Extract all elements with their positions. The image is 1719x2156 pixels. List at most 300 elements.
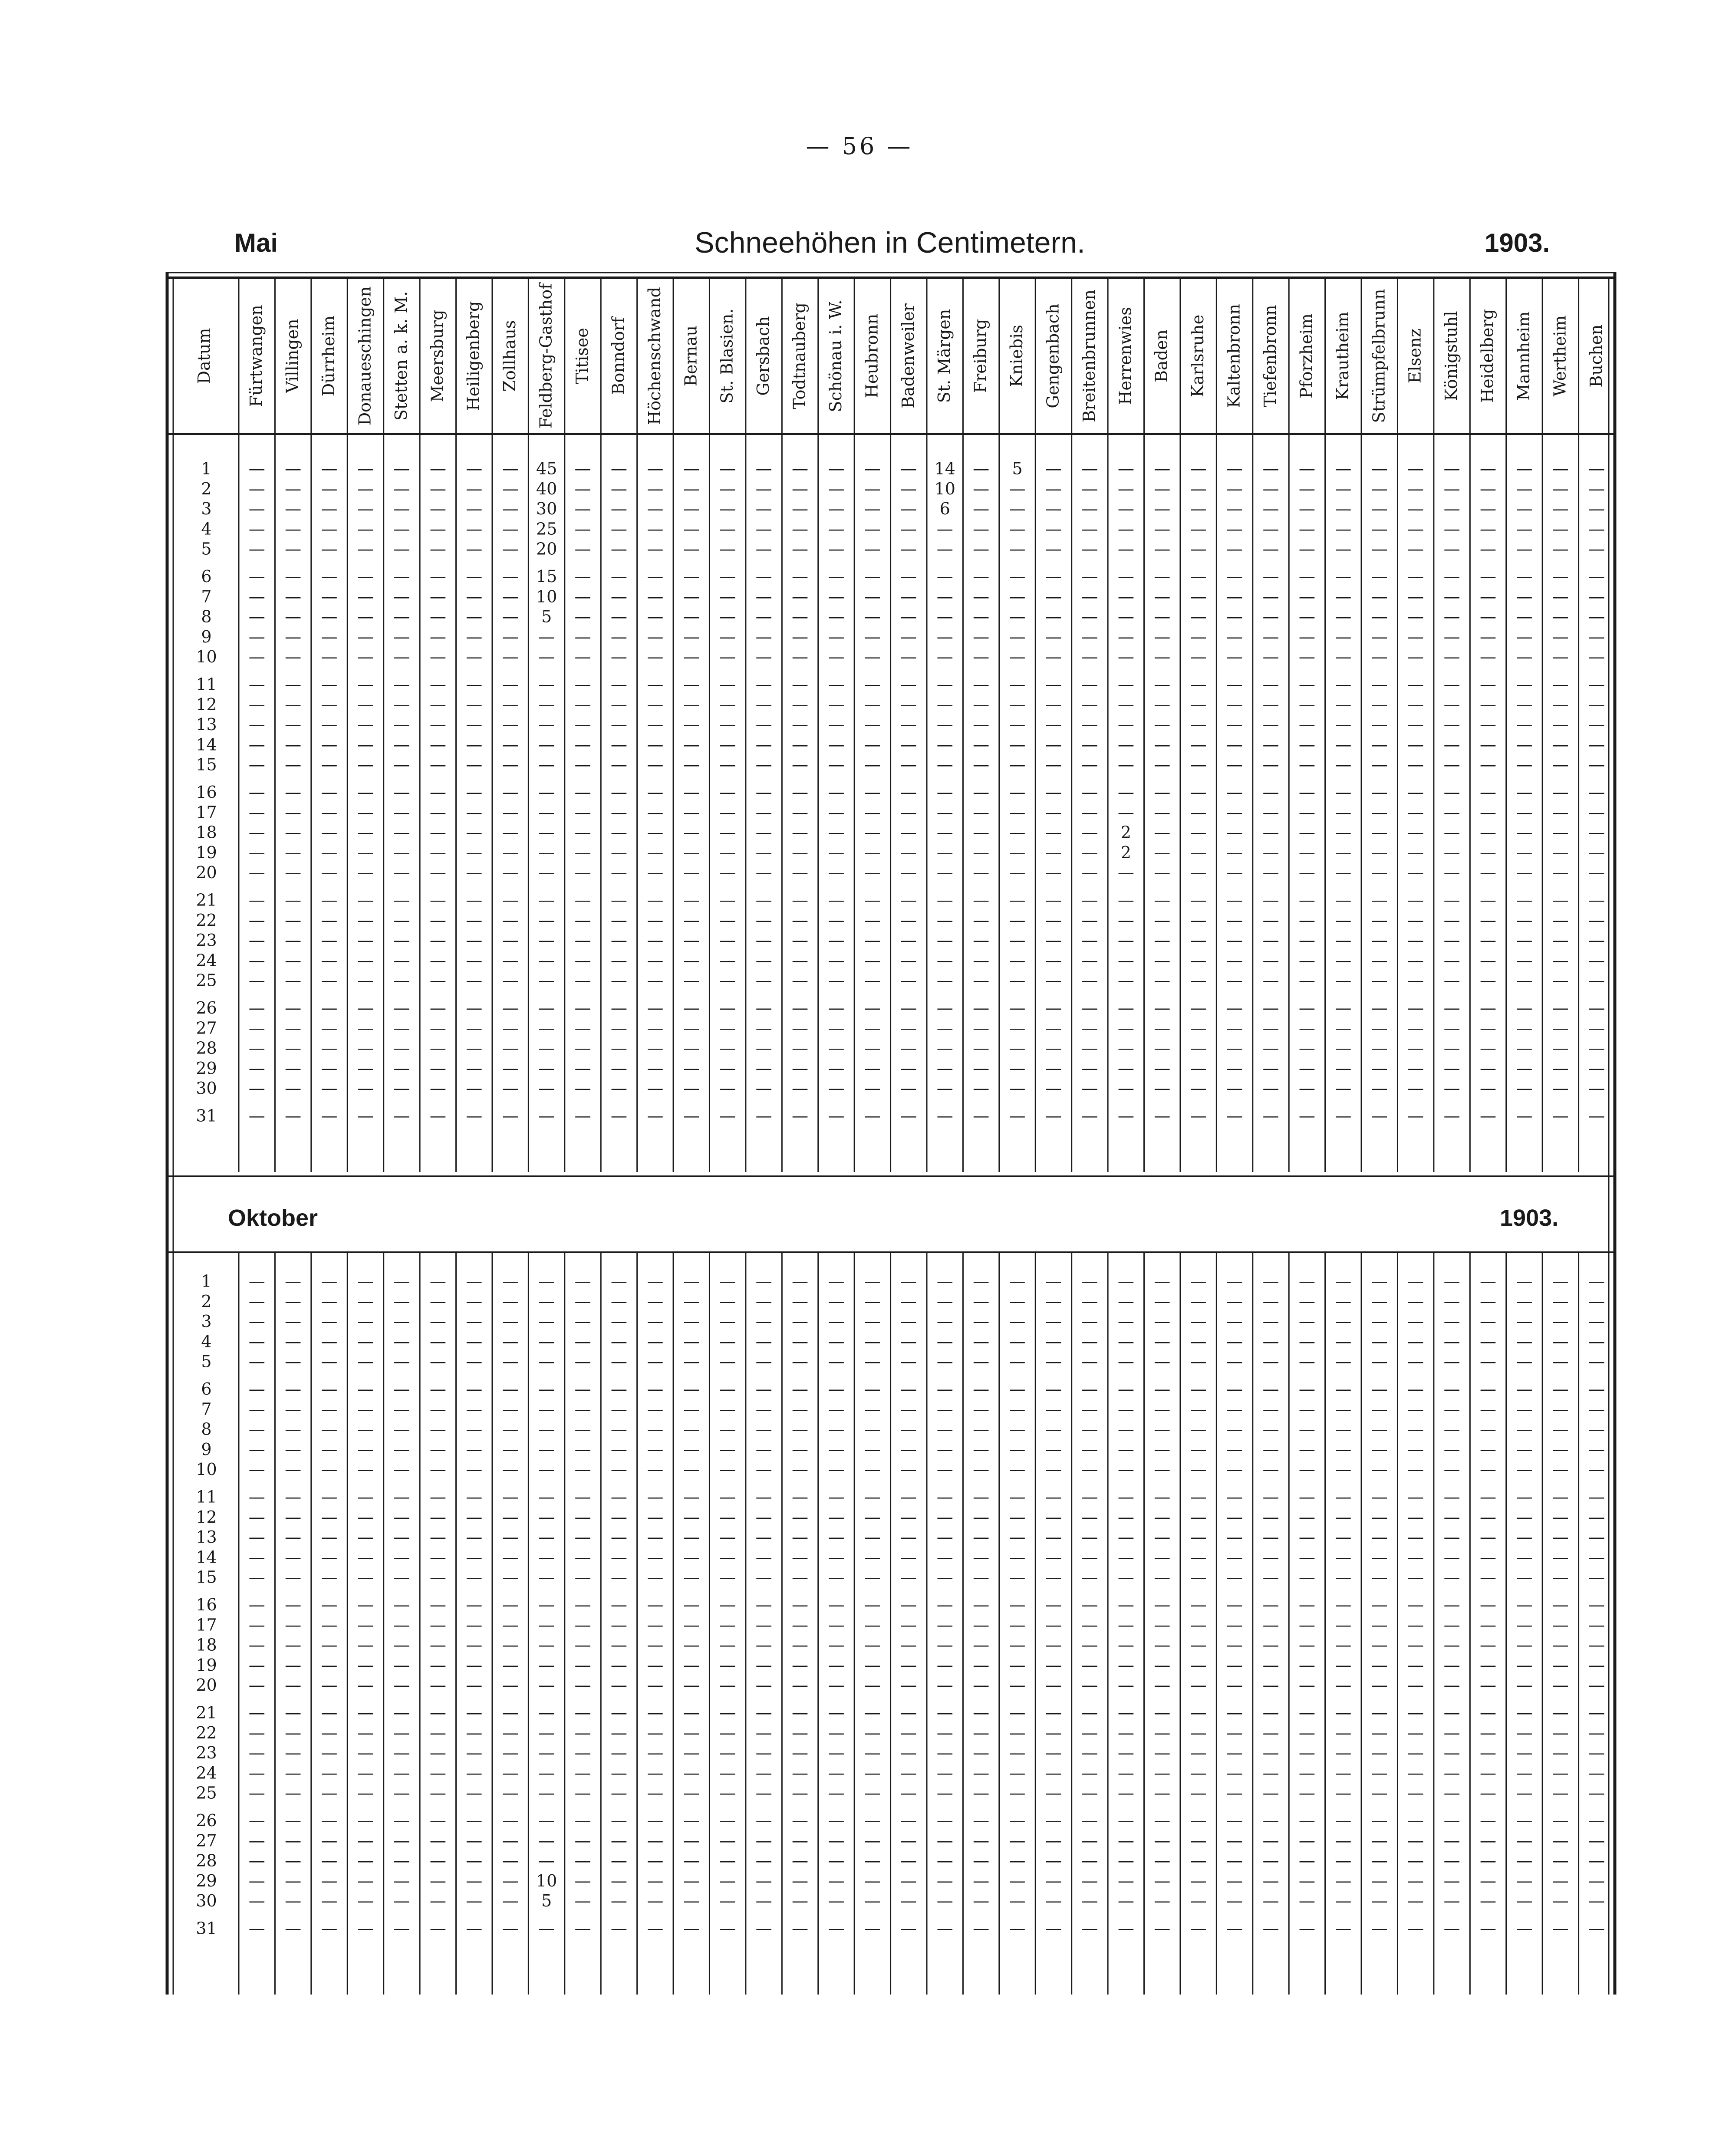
may-empty-mark: — (1588, 459, 1605, 478)
october-empty-mark: — (1226, 1379, 1243, 1399)
october-empty-mark: — (1298, 1763, 1315, 1783)
may-empty-mark: — (1371, 627, 1388, 646)
october-empty-mark: — (357, 1487, 374, 1507)
may-empty-mark: — (321, 890, 338, 910)
october-empty-mark: — (973, 1399, 990, 1419)
may-empty-mark: — (647, 1106, 664, 1126)
october-empty-mark: — (1154, 1487, 1171, 1507)
october-empty-mark: — (755, 1419, 772, 1439)
may-empty-mark: — (973, 715, 990, 734)
may-empty-mark: — (1480, 627, 1497, 646)
may-empty-mark: — (647, 539, 664, 559)
october-empty-mark: — (574, 1567, 591, 1587)
may-empty-mark: — (1117, 863, 1134, 882)
may-empty-mark: — (1190, 567, 1207, 586)
may-day-label: 8 (201, 607, 212, 626)
october-empty-mark: — (502, 1831, 519, 1850)
october-empty-mark: — (1298, 1379, 1315, 1399)
may-empty-mark: — (574, 519, 591, 539)
october-empty-mark: — (1516, 1352, 1533, 1371)
october-empty-mark: — (1262, 1743, 1279, 1763)
october-empty-mark: — (1262, 1919, 1279, 1938)
october-empty-mark: — (1262, 1332, 1279, 1351)
october-empty-mark: — (1226, 1675, 1243, 1695)
may-empty-mark: — (610, 783, 627, 802)
october-empty-mark: — (1407, 1567, 1424, 1587)
october-empty-mark: — (1262, 1595, 1279, 1614)
station-header: Titisee (573, 328, 592, 384)
may-day-label: 6 (201, 567, 212, 586)
october-empty-mark: — (1443, 1312, 1460, 1331)
may-empty-mark: — (1516, 587, 1533, 606)
may-empty-mark: — (1154, 1058, 1171, 1078)
october-empty-mark: — (1154, 1460, 1171, 1479)
october-empty-mark: — (357, 1460, 374, 1479)
may-empty-mark: — (1480, 931, 1497, 950)
may-empty-mark: — (1335, 607, 1352, 626)
october-empty-mark: — (357, 1547, 374, 1567)
october-empty-mark: — (285, 1891, 302, 1911)
may-empty-mark: — (321, 951, 338, 970)
may-empty-mark: — (502, 715, 519, 734)
may-empty-mark: — (574, 567, 591, 586)
october-empty-mark: — (1081, 1352, 1098, 1371)
october-empty-mark: — (973, 1615, 990, 1635)
may-empty-mark: — (429, 539, 446, 559)
october-empty-mark: — (538, 1312, 555, 1331)
october-empty-mark: — (683, 1352, 700, 1371)
october-empty-mark: — (828, 1332, 845, 1351)
may-empty-mark: — (574, 910, 591, 930)
october-empty-mark: — (900, 1703, 917, 1722)
october-empty-mark: — (1371, 1379, 1388, 1399)
may-empty-mark: — (1516, 910, 1533, 930)
may-empty-mark: — (1226, 499, 1243, 519)
october-empty-mark: — (538, 1332, 555, 1351)
may-empty-mark: — (1588, 479, 1605, 498)
may-empty-mark: — (973, 803, 990, 822)
may-empty-mark: — (828, 735, 845, 754)
may-empty-mark: — (429, 890, 446, 910)
october-empty-mark: — (1480, 1919, 1497, 1938)
october-empty-mark: — (973, 1271, 990, 1291)
may-empty-mark: — (1588, 519, 1605, 539)
october-empty-mark: — (792, 1891, 809, 1911)
may-empty-mark: — (1588, 675, 1605, 694)
october-empty-mark: — (1516, 1723, 1533, 1742)
may-empty-mark: — (755, 910, 772, 930)
may-empty-mark: — (647, 863, 664, 882)
october-empty-mark: — (574, 1547, 591, 1567)
october-empty-mark: — (1552, 1527, 1569, 1547)
october-empty-mark: — (1443, 1399, 1460, 1419)
may-empty-mark: — (248, 459, 265, 478)
may-empty-mark: — (1335, 890, 1352, 910)
may-snow-value: 6 (939, 499, 950, 519)
october-empty-mark: — (1588, 1271, 1605, 1291)
october-empty-mark: — (864, 1507, 881, 1527)
october-empty-mark: — (828, 1783, 845, 1803)
october-empty-mark: — (755, 1655, 772, 1675)
may-empty-mark: — (1371, 1038, 1388, 1058)
october-empty-mark: — (1117, 1831, 1134, 1850)
october-empty-mark: — (1371, 1919, 1388, 1938)
may-empty-mark: — (1480, 1058, 1497, 1078)
october-empty-mark: — (1045, 1507, 1062, 1527)
station-header: Freiburg (971, 319, 990, 393)
october-empty-mark: — (1081, 1615, 1098, 1635)
october-empty-mark: — (1009, 1399, 1026, 1419)
october-empty-mark: — (719, 1291, 736, 1311)
october-empty-mark: — (683, 1439, 700, 1459)
may-empty-mark: — (574, 539, 591, 559)
october-empty-mark: — (574, 1312, 591, 1331)
may-empty-mark: — (466, 843, 483, 862)
may-empty-mark: — (1117, 519, 1134, 539)
may-empty-mark: — (1335, 1058, 1352, 1078)
may-empty-mark: — (1407, 1106, 1424, 1126)
october-empty-mark: — (1226, 1507, 1243, 1527)
october-empty-mark: — (1045, 1487, 1062, 1507)
october-empty-mark: — (1226, 1460, 1243, 1479)
may-empty-mark: — (538, 910, 555, 930)
may-empty-mark: — (429, 715, 446, 734)
may-empty-mark: — (538, 695, 555, 714)
october-empty-mark: — (610, 1919, 627, 1938)
may-empty-mark: — (1045, 931, 1062, 950)
may-empty-mark: — (792, 951, 809, 970)
may-empty-mark: — (1154, 1038, 1171, 1058)
october-empty-mark: — (1407, 1703, 1424, 1722)
october-empty-mark: — (973, 1891, 990, 1911)
may-empty-mark: — (1081, 695, 1098, 714)
may-empty-mark: — (1443, 519, 1460, 539)
may-empty-mark: — (755, 607, 772, 626)
may-empty-mark: — (864, 647, 881, 667)
october-empty-mark: — (1081, 1312, 1098, 1331)
october-empty-mark: — (1516, 1271, 1533, 1291)
october-empty-mark: — (1154, 1352, 1171, 1371)
october-empty-mark: — (1516, 1919, 1533, 1938)
may-empty-mark: — (683, 1079, 700, 1098)
may-empty-mark: — (973, 479, 990, 498)
october-empty-mark: — (502, 1675, 519, 1695)
may-empty-mark: — (248, 675, 265, 694)
october-empty-mark: — (321, 1635, 338, 1655)
october-empty-mark: — (828, 1871, 845, 1890)
may-empty-mark: — (1335, 519, 1352, 539)
october-empty-mark: — (1117, 1703, 1134, 1722)
may-day-label: 1 (201, 459, 212, 478)
october-empty-mark: — (538, 1419, 555, 1439)
may-empty-mark: — (466, 1058, 483, 1078)
may-empty-mark: — (248, 479, 265, 498)
october-empty-mark: — (1190, 1352, 1207, 1371)
october-empty-mark: — (792, 1831, 809, 1850)
october-empty-mark: — (719, 1655, 736, 1675)
may-empty-mark: — (792, 971, 809, 990)
may-empty-mark: — (1480, 519, 1497, 539)
may-empty-mark: — (393, 567, 410, 586)
october-empty-mark: — (1154, 1567, 1171, 1587)
may-empty-mark: — (321, 587, 338, 606)
october-empty-mark: — (429, 1811, 446, 1830)
october-empty-mark: — (610, 1723, 627, 1742)
october-empty-mark: — (1552, 1831, 1569, 1850)
may-empty-mark: — (1117, 607, 1134, 626)
may-empty-mark: — (755, 1058, 772, 1078)
may-empty-mark: — (1516, 567, 1533, 586)
may-empty-mark: — (864, 735, 881, 754)
october-empty-mark: — (502, 1291, 519, 1311)
may-empty-mark: — (357, 971, 374, 990)
may-empty-mark: — (466, 783, 483, 802)
october-empty-mark: — (828, 1547, 845, 1567)
may-empty-mark: — (466, 1018, 483, 1038)
may-empty-mark: — (1009, 675, 1026, 694)
october-day-label: 19 (196, 1655, 217, 1675)
may-empty-mark: — (683, 567, 700, 586)
may-empty-mark: — (1009, 1018, 1026, 1038)
october-empty-mark: — (1516, 1635, 1533, 1655)
may-empty-mark: — (1552, 1038, 1569, 1058)
october-empty-mark: — (1154, 1419, 1171, 1439)
may-empty-mark: — (900, 539, 917, 559)
may-empty-mark: — (828, 1058, 845, 1078)
october-empty-mark: — (719, 1312, 736, 1331)
may-empty-mark: — (357, 803, 374, 822)
october-empty-mark: — (683, 1507, 700, 1527)
october-empty-mark: — (1552, 1460, 1569, 1479)
october-empty-mark: — (1443, 1891, 1460, 1911)
may-empty-mark: — (936, 755, 953, 774)
october-empty-mark: — (828, 1271, 845, 1291)
october-empty-mark: — (1552, 1399, 1569, 1419)
october-empty-mark: — (1552, 1595, 1569, 1614)
october-empty-mark: — (864, 1291, 881, 1311)
october-empty-mark: — (321, 1312, 338, 1331)
october-empty-mark: — (1480, 1460, 1497, 1479)
may-empty-mark: — (1335, 627, 1352, 646)
october-empty-mark: — (1588, 1811, 1605, 1830)
october-empty-mark: — (719, 1615, 736, 1635)
october-empty-mark: — (1226, 1635, 1243, 1655)
may-empty-mark: — (1262, 823, 1279, 842)
may-empty-mark: — (1298, 607, 1315, 626)
may-empty-mark: — (683, 587, 700, 606)
may-empty-mark: — (1588, 1018, 1605, 1038)
may-empty-mark: — (1335, 755, 1352, 774)
may-empty-mark: — (1226, 890, 1243, 910)
october-empty-mark: — (502, 1487, 519, 1507)
october-empty-mark: — (1045, 1332, 1062, 1351)
october-empty-mark: — (1516, 1507, 1533, 1527)
october-empty-mark: — (1190, 1783, 1207, 1803)
october-empty-mark: — (357, 1527, 374, 1547)
may-empty-mark: — (792, 587, 809, 606)
may-empty-mark: — (1190, 1079, 1207, 1098)
may-empty-mark: — (683, 803, 700, 822)
may-empty-mark: — (1009, 783, 1026, 802)
may-empty-mark: — (683, 607, 700, 626)
october-empty-mark: — (610, 1419, 627, 1439)
may-empty-mark: — (1154, 539, 1171, 559)
may-empty-mark: — (1552, 735, 1569, 754)
may-empty-mark: — (574, 1018, 591, 1038)
may-empty-mark: — (1262, 843, 1279, 862)
october-empty-mark: — (647, 1460, 664, 1479)
october-empty-mark: — (248, 1567, 265, 1587)
may-empty-mark: — (719, 479, 736, 498)
may-empty-mark: — (755, 499, 772, 519)
may-empty-mark: — (1443, 1106, 1460, 1126)
may-empty-mark: — (393, 479, 410, 498)
october-empty-mark: — (502, 1399, 519, 1419)
october-empty-mark: — (755, 1567, 772, 1587)
may-empty-mark: — (1117, 783, 1134, 802)
october-empty-mark: — (1045, 1891, 1062, 1911)
october-empty-mark: — (393, 1460, 410, 1479)
may-empty-mark: — (1009, 587, 1026, 606)
october-empty-mark: — (1371, 1851, 1388, 1870)
october-empty-mark: — (538, 1527, 555, 1547)
may-empty-mark: — (502, 607, 519, 626)
october-empty-mark: — (719, 1811, 736, 1830)
may-empty-mark: — (1009, 998, 1026, 1017)
may-empty-mark: — (248, 910, 265, 930)
may-empty-mark: — (647, 627, 664, 646)
may-empty-mark: — (900, 783, 917, 802)
may-empty-mark: — (1443, 675, 1460, 694)
october-empty-mark: — (393, 1332, 410, 1351)
may-empty-mark: — (719, 519, 736, 539)
october-empty-mark: — (1588, 1439, 1605, 1459)
october-empty-mark: — (1443, 1871, 1460, 1890)
may-empty-mark: — (321, 459, 338, 478)
may-empty-mark: — (248, 1106, 265, 1126)
october-empty-mark: — (1009, 1460, 1026, 1479)
october-empty-mark: — (900, 1763, 917, 1783)
may-empty-mark: — (393, 587, 410, 606)
october-empty-mark: — (1190, 1763, 1207, 1783)
october-empty-mark: — (755, 1743, 772, 1763)
may-empty-mark: — (1443, 803, 1460, 822)
october-empty-mark: — (1588, 1655, 1605, 1675)
may-empty-mark: — (973, 627, 990, 646)
may-empty-mark: — (466, 567, 483, 586)
october-empty-mark: — (1552, 1723, 1569, 1742)
may-empty-mark: — (574, 823, 591, 842)
october-empty-mark: — (1407, 1851, 1424, 1870)
october-empty-mark: — (1045, 1655, 1062, 1675)
may-empty-mark: — (1298, 1058, 1315, 1078)
may-empty-mark: — (683, 519, 700, 539)
october-empty-mark: — (1588, 1487, 1605, 1507)
may-empty-mark: — (1154, 998, 1171, 1017)
may-empty-mark: — (1154, 1079, 1171, 1098)
october-empty-mark: — (1552, 1419, 1569, 1439)
october-empty-mark: — (466, 1723, 483, 1742)
october-empty-mark: — (792, 1919, 809, 1938)
may-empty-mark: — (285, 843, 302, 862)
may-empty-mark: — (1081, 890, 1098, 910)
may-empty-mark: — (936, 803, 953, 822)
may-empty-mark: — (1262, 499, 1279, 519)
may-empty-mark: — (1552, 890, 1569, 910)
october-empty-mark: — (647, 1379, 664, 1399)
october-empty-mark: — (502, 1567, 519, 1587)
may-empty-mark: — (936, 783, 953, 802)
may-empty-mark: — (828, 647, 845, 667)
may-empty-mark: — (683, 695, 700, 714)
may-empty-mark: — (647, 803, 664, 822)
may-empty-mark: — (1081, 1106, 1098, 1126)
october-empty-mark: — (1443, 1811, 1460, 1830)
may-empty-mark: — (466, 519, 483, 539)
october-empty-mark: — (1081, 1919, 1098, 1938)
october-empty-mark: — (357, 1595, 374, 1614)
may-empty-mark: — (285, 755, 302, 774)
october-empty-mark: — (429, 1919, 446, 1938)
may-empty-mark: — (1117, 951, 1134, 970)
may-empty-mark: — (647, 783, 664, 802)
october-empty-mark: — (285, 1595, 302, 1614)
may-empty-mark: — (1262, 998, 1279, 1017)
may-empty-mark: — (429, 1079, 446, 1098)
may-empty-mark: — (1516, 1106, 1533, 1126)
october-empty-mark: — (1045, 1783, 1062, 1803)
may-empty-mark: — (1009, 1058, 1026, 1078)
october-empty-mark: — (1226, 1655, 1243, 1675)
october-empty-mark: — (285, 1547, 302, 1567)
october-empty-mark: — (683, 1332, 700, 1351)
may-empty-mark: — (1226, 567, 1243, 586)
october-empty-mark: — (574, 1851, 591, 1870)
october-empty-mark: — (1516, 1527, 1533, 1547)
october-empty-mark: — (1407, 1291, 1424, 1311)
may-empty-mark: — (864, 459, 881, 478)
october-empty-mark: — (393, 1831, 410, 1850)
october-empty-mark: — (466, 1703, 483, 1722)
may-empty-mark: — (429, 863, 446, 882)
october-empty-mark: — (755, 1723, 772, 1742)
october-empty-mark: — (429, 1655, 446, 1675)
october-empty-mark: — (1045, 1527, 1062, 1547)
october-empty-mark: — (1552, 1703, 1569, 1722)
may-empty-mark: — (1190, 539, 1207, 559)
october-empty-mark: — (792, 1675, 809, 1695)
october-empty-mark: — (647, 1527, 664, 1547)
october-empty-mark: — (1154, 1851, 1171, 1870)
october-empty-mark: — (429, 1379, 446, 1399)
october-empty-mark: — (610, 1507, 627, 1527)
may-empty-mark: — (973, 843, 990, 862)
october-empty-mark: — (502, 1379, 519, 1399)
october-empty-mark: — (502, 1891, 519, 1911)
may-empty-mark: — (1443, 863, 1460, 882)
may-empty-mark: — (574, 695, 591, 714)
may-empty-mark: — (1045, 459, 1062, 478)
may-empty-mark: — (1009, 863, 1026, 882)
october-empty-mark: — (1262, 1487, 1279, 1507)
may-empty-mark: — (1552, 647, 1569, 667)
october-empty-mark: — (1552, 1851, 1569, 1870)
october-empty-mark: — (466, 1655, 483, 1675)
october-empty-mark: — (1154, 1507, 1171, 1527)
may-empty-mark: — (828, 715, 845, 734)
may-empty-mark: — (1045, 479, 1062, 498)
october-empty-mark: — (1226, 1615, 1243, 1635)
